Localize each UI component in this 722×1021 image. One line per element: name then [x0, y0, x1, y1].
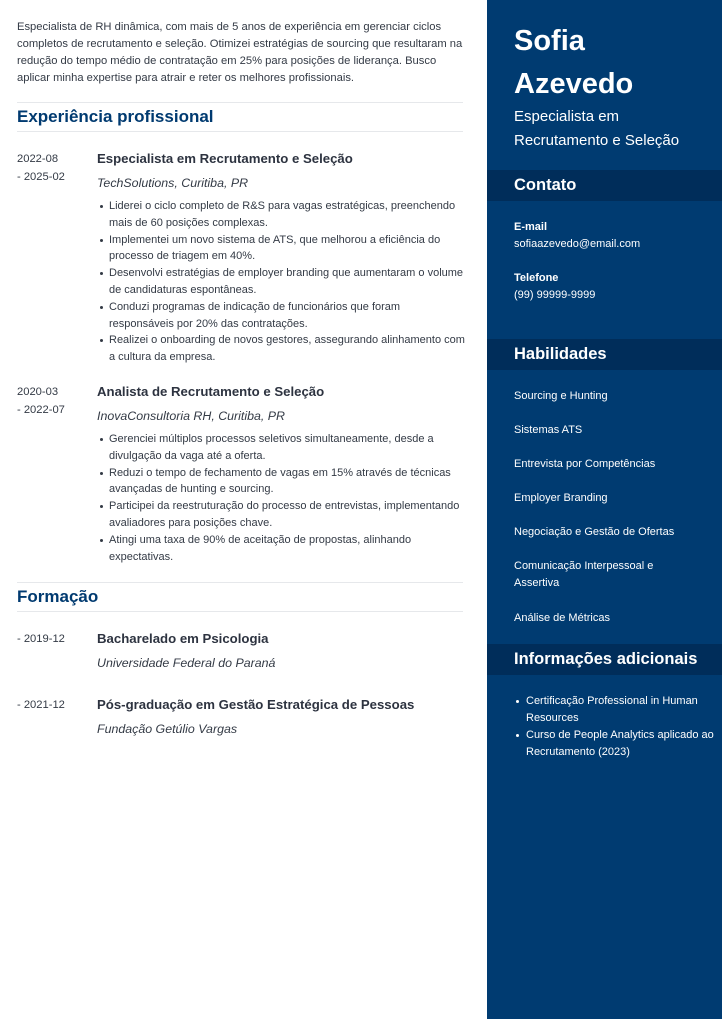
experience-content	[97, 150, 467, 366]
section-header-contact	[487, 170, 722, 201]
degree: Pós-graduação em Gestão Estratégica de Pessoas	[97, 697, 415, 712]
date-start: 2022-08	[17, 153, 59, 165]
skill-item: Análise de Métricas	[514, 612, 610, 624]
section-header-additional	[487, 644, 722, 675]
school: Universidade Federal do Paraná	[97, 656, 276, 670]
skill-item: Negociação e Gestão de Ofertas	[514, 526, 675, 538]
degree: Bacharelado em Psicologia	[97, 631, 269, 646]
section-title-contact: Contato	[514, 176, 577, 194]
additional-info-item: Curso de People Analytics aplicado ao Recrutamento (2023)	[526, 727, 716, 761]
achievement-item: Atingi uma taxa de 90% de aceitação de propostas, alinhando expectativas.	[109, 532, 467, 566]
profile-summary: Especialista de RH dinâmica, com mais de 5 anos de experiência em gerenciar ciclos completos de recrutamento e seleção. Otimizei estratégias de sourcing que resultaram na redução do tempo médio de contratação em 25% para posições de liderança. Busco aplicar minha expertise para atrair e reter os melhores profissionais.	[17, 21, 463, 84]
experience-date	[17, 150, 87, 186]
achievements-list	[97, 198, 467, 366]
skill-item: Employer Branding	[514, 492, 608, 504]
achievement-item: Desenvolvi estratégias de employer branding que aumentaram o volume de candidaturas espontâneas.	[109, 265, 467, 299]
phone-value[interactable]: (99) 99999-9999	[514, 289, 596, 301]
job-title: Analista de Recrutamento e Seleção	[97, 384, 325, 399]
education-content	[97, 630, 467, 672]
job-title: Especialista em Recrutamento e Seleção	[97, 151, 353, 166]
section-title-skills: Habilidades	[514, 345, 607, 363]
achievement-item: Realizei o onboarding de novos gestores, assegurando alinhamento com a cultura da empresa.	[109, 332, 467, 366]
section-title-experience: Experiência profissional	[17, 107, 214, 126]
email-value[interactable]: sofiaazevedo@email.com	[514, 238, 641, 250]
school: Fundação Getúlio Vargas	[97, 722, 238, 736]
achievement-item: Gerenciei múltiplos processos seletivos simultaneamente, desde a divulgação da vaga até a oferta.	[109, 431, 467, 465]
achievement-item: Reduzi o tempo de fechamento de vagas em 15% através de técnicas avançadas de hunting e sourcing.	[109, 465, 467, 499]
section-header-experience	[17, 102, 463, 132]
skill-item: Sistemas ATS	[514, 424, 583, 436]
section-header-skills	[487, 339, 722, 370]
experience-date	[17, 383, 87, 419]
date-start: 2020-03	[17, 386, 59, 398]
date-end: - 2022-07	[17, 404, 65, 416]
education-date: - 2021-12	[17, 699, 65, 711]
company: InovaConsultoria RH, Curitiba, PR	[97, 409, 286, 423]
date-end: - 2025-02	[17, 171, 65, 183]
email-label: E-mail	[514, 221, 548, 233]
sidebar	[487, 0, 722, 1019]
company: TechSolutions, Curitiba, PR	[97, 176, 249, 190]
section-title-additional: Informações adicionais	[514, 650, 698, 668]
candidate-title: Especialista em Recrutamento e Seleção	[514, 108, 680, 149]
skill-item: Comunicação Interpessoal e Assertiva	[514, 560, 654, 589]
last-name: Azevedo	[514, 68, 634, 100]
achievement-item: Liderei o ciclo completo de R&S para vagas estratégicas, preenchendo mais de 60 posições complexas.	[109, 198, 467, 232]
experience-content	[97, 383, 467, 565]
candidate-name	[514, 20, 633, 106]
achievement-item: Implementei um novo sistema de ATS, que melhorou a eficiência do processo de triagem em 40%.	[109, 232, 467, 266]
achievement-item: Conduzi programas de indicação de funcionários que foram responsáveis por 20% das contratações.	[109, 299, 467, 333]
achievement-item: Participei da reestruturação do processo de entrevistas, implementando avaliadores para posições chave.	[109, 498, 467, 532]
section-title-education: Formação	[17, 587, 99, 606]
skill-item: Sourcing e Hunting	[514, 390, 608, 402]
additional-info-item: Certificação Professional in Human Resources	[526, 693, 716, 727]
section-header-education	[17, 582, 463, 612]
first-name: Sofia	[514, 25, 585, 57]
additional-info-list	[526, 693, 716, 761]
phone-label: Telefone	[514, 272, 559, 284]
achievements-list	[97, 431, 467, 565]
education-date: - 2019-12	[17, 633, 65, 645]
education-content	[97, 696, 467, 738]
skill-item: Entrevista por Competências	[514, 458, 656, 470]
